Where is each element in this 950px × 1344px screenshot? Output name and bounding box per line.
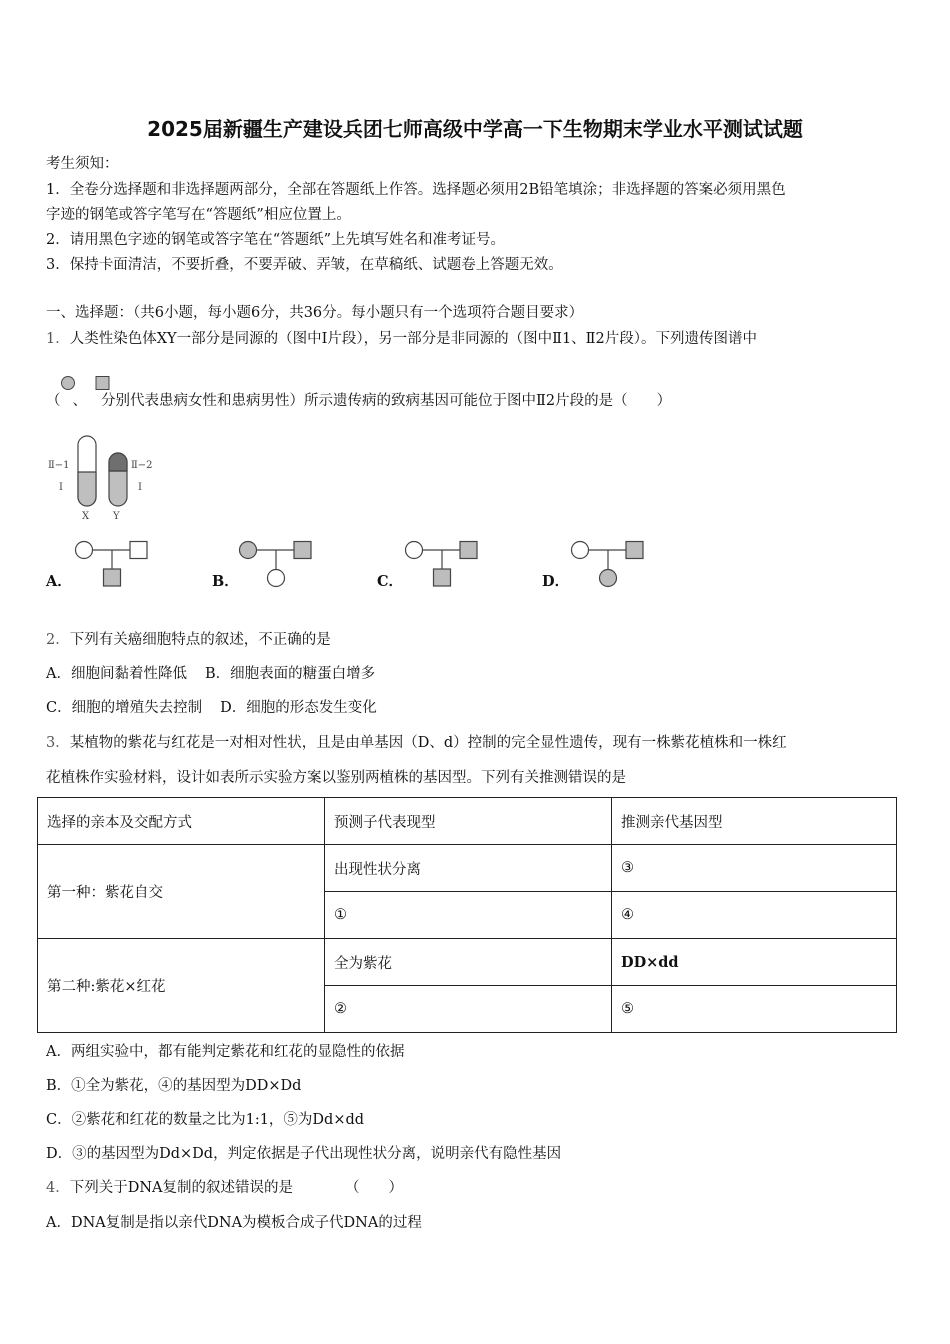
notice-heading: 考生须知：: [46, 156, 119, 172]
question-4-paren: （ ）: [345, 1180, 404, 1196]
question-2-number: 2．: [46, 632, 70, 648]
table-header-cell: 选择的亲本及交配方式: [38, 798, 325, 845]
pedigree-option-d: [568, 539, 648, 591]
question-4-number: 4．: [46, 1180, 70, 1196]
father-affected-icon: [626, 542, 643, 559]
question-1-text-2: 分别代表患病女性和患病男性）所示遗传病的致病基因可能位于图中Ⅱ2片段的是（ ）: [101, 393, 672, 409]
table-cell: ⑤: [612, 986, 897, 1033]
daughter-affected-icon: [600, 570, 617, 587]
label-i-right: Ⅰ: [138, 482, 142, 493]
question-3-text-2: 花植株作实验材料，设计如表所示实验方案以鉴别两植株的基因型。下列有关推测错误的是: [46, 770, 626, 786]
exam-title: 2025届新疆生产建设兵团七师高级中学高一下生物期末学业水平测试试题: [147, 117, 803, 141]
table-cell: ③: [612, 845, 897, 892]
son-affected-icon: [434, 569, 451, 586]
table-row: [38, 845, 897, 892]
section-heading: 一、选择题：（共6小题，每小题6分，共36分。每小题只有一个选项符合题目要求）: [46, 305, 584, 321]
label-y: Y: [113, 511, 120, 522]
question-3-line-1: [46, 731, 787, 752]
question-2-options-ab: [46, 662, 375, 683]
question-2-option-b[interactable]: B．细胞表面的糖蛋白增多: [204, 666, 376, 682]
table-cell: 第一种：紫花自交: [38, 845, 325, 939]
question-4-option-a[interactable]: A．DNA复制是指以亲代DNA为模板合成子代DNA的过程: [46, 1215, 422, 1231]
question-3-number: 3．: [46, 735, 70, 751]
y-nonhomologous-segment: [109, 453, 127, 471]
mother-healthy-icon: [76, 542, 93, 559]
mother-healthy-icon: [406, 542, 423, 559]
label-x: X: [82, 511, 90, 522]
question-3-option-d[interactable]: D．③的基因型为Dd×Dd，判定依据是子代出现性状分离，说明亲代有隐性基因: [46, 1146, 562, 1162]
table-cell: 第二种:紫花×红花: [38, 939, 325, 1033]
question-1-text-1: 人类性染色体XY一部分是同源的（图中Ⅰ片段），另一部分是非同源的（图中Ⅱ1、Ⅱ2片段）。下列遗传图谱中: [69, 331, 758, 347]
table-row: [38, 939, 897, 986]
table-cell: 全为紫花: [325, 939, 612, 986]
affected-female-icon: [62, 377, 75, 390]
father-affected-icon: [460, 542, 477, 559]
question-1-separator: 、: [72, 393, 87, 409]
father-healthy-icon: [130, 542, 147, 559]
question-2-option-d[interactable]: D．细胞的形态发生变化: [220, 700, 377, 716]
pedigree-option-c: [402, 539, 482, 591]
legend-symbols: [60, 374, 120, 394]
pedigree-option-c-label[interactable]: C．: [377, 573, 404, 590]
notice-line-1b: 字迹的钢笔或答字笔写在“答题纸”相应位置上。: [46, 207, 351, 223]
question-2-text: 下列有关癌细胞特点的叙述，不正确的是: [69, 632, 331, 648]
mother-healthy-icon: [572, 542, 589, 559]
notice-line-1a: 1．全卷分选择题和非选择题两部分，全部在答题纸上作答。选择题必须用2B铅笔填涂；非选择题的答案必须用黑色: [46, 182, 786, 198]
xy-chromosome-figure: [46, 432, 166, 524]
pedigree-option-b: [236, 539, 316, 591]
table-cell: ①: [325, 892, 612, 939]
question-2: [46, 628, 331, 649]
table-header-cell: 推测亲代基因型: [612, 798, 897, 845]
label-ii-1: Ⅱ−1: [48, 460, 70, 471]
table-cell: 出现性状分离: [325, 845, 612, 892]
label-ii-2: Ⅱ−2: [131, 460, 153, 471]
affected-male-icon: [96, 377, 109, 390]
question-2-option-a[interactable]: A．细胞间黏着性降低: [46, 666, 187, 682]
experiment-table: [37, 797, 897, 1033]
question-3-option-c[interactable]: C．②紫花和红花的数量之比为1:1，⑤为Dd×dd: [46, 1112, 365, 1128]
daughter-healthy-icon: [268, 570, 285, 587]
question-3-text-1: 某植物的紫花与红花是一对相对性状，且是由单基因（D、d）控制的完全显性遗传，现有一株紫花植株和一株红: [69, 735, 787, 751]
question-4-text: 下列关于DNA复制的叙述错误的是: [69, 1180, 294, 1196]
x-homologous-segment: [78, 472, 96, 506]
label-i-left: Ⅰ: [59, 482, 63, 493]
table-header-cell: 预测子代表现型: [325, 798, 612, 845]
question-1-line-1: [46, 327, 757, 348]
notice-line-3: 3．保持卡面清洁，不要折叠，不要弄破、弄皱，在草稿纸、试题卷上答题无效。: [46, 257, 563, 273]
table-header-row: [38, 798, 897, 845]
pedigree-option-a-label[interactable]: A．: [46, 573, 72, 590]
table-cell: DD×dd: [612, 939, 897, 986]
question-2-options-cd: [46, 696, 377, 717]
pedigree-option-d-label[interactable]: D．: [542, 573, 570, 590]
pedigree-option-b-label[interactable]: B．: [212, 573, 239, 590]
question-1-line-2: [46, 389, 671, 410]
pedigree-option-a: [72, 539, 152, 591]
father-affected-icon: [294, 542, 311, 559]
question-1-number: 1．: [46, 331, 70, 347]
question-4: [46, 1176, 403, 1197]
table-cell: ②: [325, 986, 612, 1033]
question-3-option-a[interactable]: A．两组实验中，都有能判定紫花和红花的显隐性的依据: [46, 1044, 405, 1060]
mother-affected-icon: [240, 542, 257, 559]
question-3-option-b[interactable]: B．①全为紫花，④的基因型为DD×Dd: [46, 1078, 302, 1094]
son-affected-icon: [104, 569, 121, 586]
notice-line-2: 2．请用黑色字迹的钢笔或答字笔在“答题纸”上先填写姓名和准考证号。: [46, 232, 506, 248]
question-1-open-paren: （: [46, 393, 61, 409]
question-2-option-c[interactable]: C．细胞的增殖失去控制: [46, 700, 203, 716]
table-cell: ④: [612, 892, 897, 939]
